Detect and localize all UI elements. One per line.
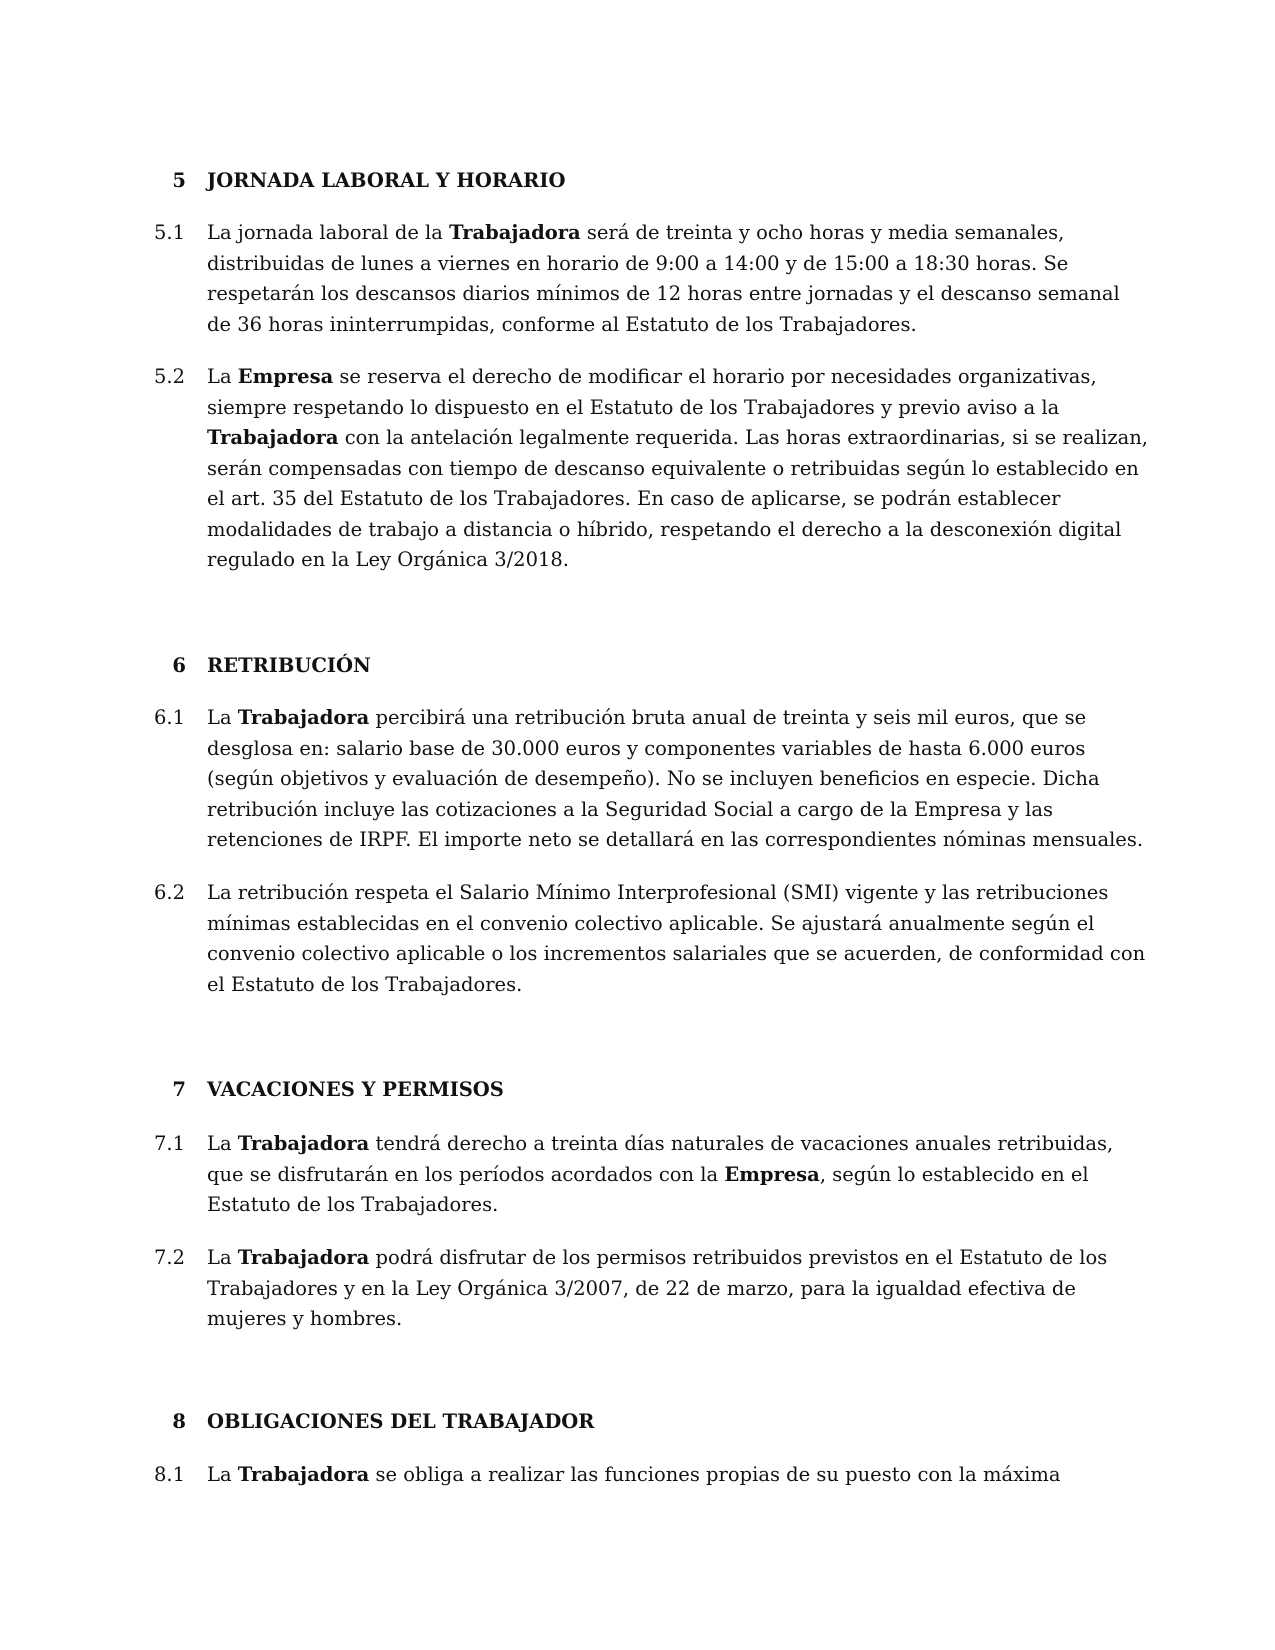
text-run: percibirá una retribución bruta anual de treinta y seis mil euros, que se xyxy=(369,706,1087,729)
clause-number: 6.1 xyxy=(154,706,186,729)
clause-line xyxy=(207,825,1144,856)
text-run: tendrá derecho a treinta días naturales de vacaciones anuales retribuidas, xyxy=(369,1132,1114,1155)
text-run: convenio colectivo aplicable o los incrementos salariales que se acuerden, de conformidad con xyxy=(207,942,1146,965)
clause-line xyxy=(207,764,1127,795)
text-run: que se disfrutarán en los períodos acordados con la xyxy=(207,1162,725,1186)
clause-line xyxy=(207,1160,1127,1191)
bold-term: Empresa xyxy=(237,365,334,388)
text-run: Estatuto de los Trabajadores. xyxy=(207,1193,499,1216)
text-run: La jornada laboral de la xyxy=(207,221,450,244)
text-run: La xyxy=(207,365,238,388)
section-title: OBLIGACIONES DEL TRABAJADOR xyxy=(207,1410,595,1433)
section-number: 6 xyxy=(172,654,186,677)
text-run: La xyxy=(207,1463,238,1486)
clause-text xyxy=(207,218,1127,340)
text-run: respetarán los descansos diarios mínimos de 12 horas entre jornadas y el descanso semanal xyxy=(207,282,1120,305)
clause-line xyxy=(207,970,1127,1001)
bold-term: Trabajadora xyxy=(237,1132,370,1155)
clause-line xyxy=(207,939,1146,970)
clause-number: 5.1 xyxy=(154,221,186,244)
text-run: se obliga a realizar las funciones propias de su puesto con la máxima xyxy=(369,1463,1061,1486)
clause-line xyxy=(207,279,1127,310)
clause-line xyxy=(207,310,1127,341)
text-run: La retribución respeta el Salario Mínimo Interprofesional (SMI) vigente y las retribuciones xyxy=(207,881,1109,904)
clause-line xyxy=(207,545,1127,576)
clause-line xyxy=(207,218,1127,249)
clause-line xyxy=(207,1190,1127,1221)
clause-line xyxy=(207,1274,1127,1305)
section-number: 7 xyxy=(172,1078,186,1101)
text-run: retribución incluye las cotizaciones a la Seguridad Social a cargo de la Empresa y las xyxy=(207,797,1053,821)
clause-line xyxy=(207,249,1127,280)
text-run: Trabajadores y en la Ley Orgánica 3/2007, de 22 de marzo, para la igualdad efectiva de xyxy=(207,1276,1076,1300)
bold-term: Trabajadora xyxy=(237,1246,370,1269)
clause-number: 8.1 xyxy=(154,1463,186,1486)
clause-line xyxy=(207,909,1127,940)
clause-number: 7.2 xyxy=(154,1246,186,1269)
clause-text xyxy=(207,703,1144,856)
clause-line xyxy=(207,423,1148,454)
clause-line xyxy=(207,1129,1127,1160)
text-run: (según objetivos y evaluación de desempeño). No se incluyen beneficios en especie. Dicha xyxy=(207,767,1100,790)
clause-text xyxy=(207,1129,1127,1221)
bold-term: Trabajadora xyxy=(207,426,339,449)
text-run: podrá disfrutar de los permisos retribuidos previstos en el Estatuto de los xyxy=(369,1246,1108,1269)
clause-line xyxy=(207,1243,1127,1274)
section-number: 5 xyxy=(172,169,186,192)
section-number: 8 xyxy=(172,1410,186,1433)
text-run: siempre respetando lo dispuesto en el Estatuto de los Trabajadores y previo aviso a la xyxy=(207,395,1060,419)
text-run: el art. 35 del Estatuto de los Trabajadores. En caso de aplicarse, se podrán establecer xyxy=(207,487,1061,510)
bold-term: Trabajadora xyxy=(237,706,370,729)
bold-term: Trabajadora xyxy=(237,1463,370,1486)
text-run: mínimas establecidas en el convenio colectivo aplicable. Se ajustará anualmente según el xyxy=(207,911,1095,935)
clause-line xyxy=(207,393,1127,424)
bold-term: Empresa xyxy=(724,1162,820,1186)
clause-number: 5.2 xyxy=(154,365,186,388)
text-run: el Estatuto de los Trabajadores. xyxy=(207,972,523,996)
text-run: mujeres y hombres. xyxy=(207,1307,403,1330)
clause-text xyxy=(207,1243,1127,1335)
clause-line xyxy=(207,703,1127,734)
clause-number: 7.1 xyxy=(154,1132,186,1155)
clause-line xyxy=(207,484,1127,515)
clause-line xyxy=(207,878,1127,909)
text-run: retenciones de IRPF. El importe neto se detallará en las correspondientes nóminas mensuales. xyxy=(207,828,1144,851)
clause-line xyxy=(207,515,1127,546)
section-title: VACACIONES Y PERMISOS xyxy=(207,1078,504,1101)
text-run: de 36 horas ininterrumpidas, conforme al Estatuto de los Trabajadores. xyxy=(207,312,917,336)
text-run: modalidades de trabajo a distancia o híbrido, respetando el derecho a la desconexión digital xyxy=(207,517,1122,541)
clause-text xyxy=(207,1460,1127,1491)
clause-line xyxy=(207,1304,1127,1335)
section-title: JORNADA LABORAL Y HORARIO xyxy=(207,169,566,192)
text-run: , según lo establecido en el xyxy=(819,1162,1089,1186)
text-run: desglosa en: salario base de 30.000 euros y componentes variables de hasta 6.000 euros xyxy=(207,736,1086,760)
text-run: La xyxy=(207,1132,238,1155)
text-run: distribuidas de lunes a viernes en horario de 9:00 a 14:00 y de 15:00 a 18:30 horas. Se xyxy=(207,251,1069,275)
text-run: La xyxy=(207,706,238,729)
section-title: RETRIBUCIÓN xyxy=(207,654,371,677)
clause-line xyxy=(207,1460,1127,1491)
clause-text xyxy=(207,362,1148,576)
clause-line xyxy=(207,795,1127,826)
text-run: La xyxy=(207,1246,238,1269)
bold-term: Trabajadora xyxy=(449,221,581,244)
text-run: serán compensadas con tiempo de descanso equivalente o retribuidas según lo establecido en xyxy=(207,456,1139,480)
clause-line xyxy=(207,734,1127,765)
clause-number: 6.2 xyxy=(154,881,186,904)
text-run: regulado en la Ley Orgánica 3/2018. xyxy=(207,548,570,571)
clause-line xyxy=(207,362,1127,393)
text-run: será de treinta y ocho horas y media semanales, xyxy=(580,221,1065,244)
text-run: con la antelación legalmente requerida. Las horas extraordinarias, si se realizan, xyxy=(338,426,1148,449)
clause-text xyxy=(207,878,1146,1000)
text-run: se reserva el derecho de modificar el horario por necesidades organizativas, xyxy=(333,365,1097,388)
clause-line xyxy=(207,454,1139,485)
